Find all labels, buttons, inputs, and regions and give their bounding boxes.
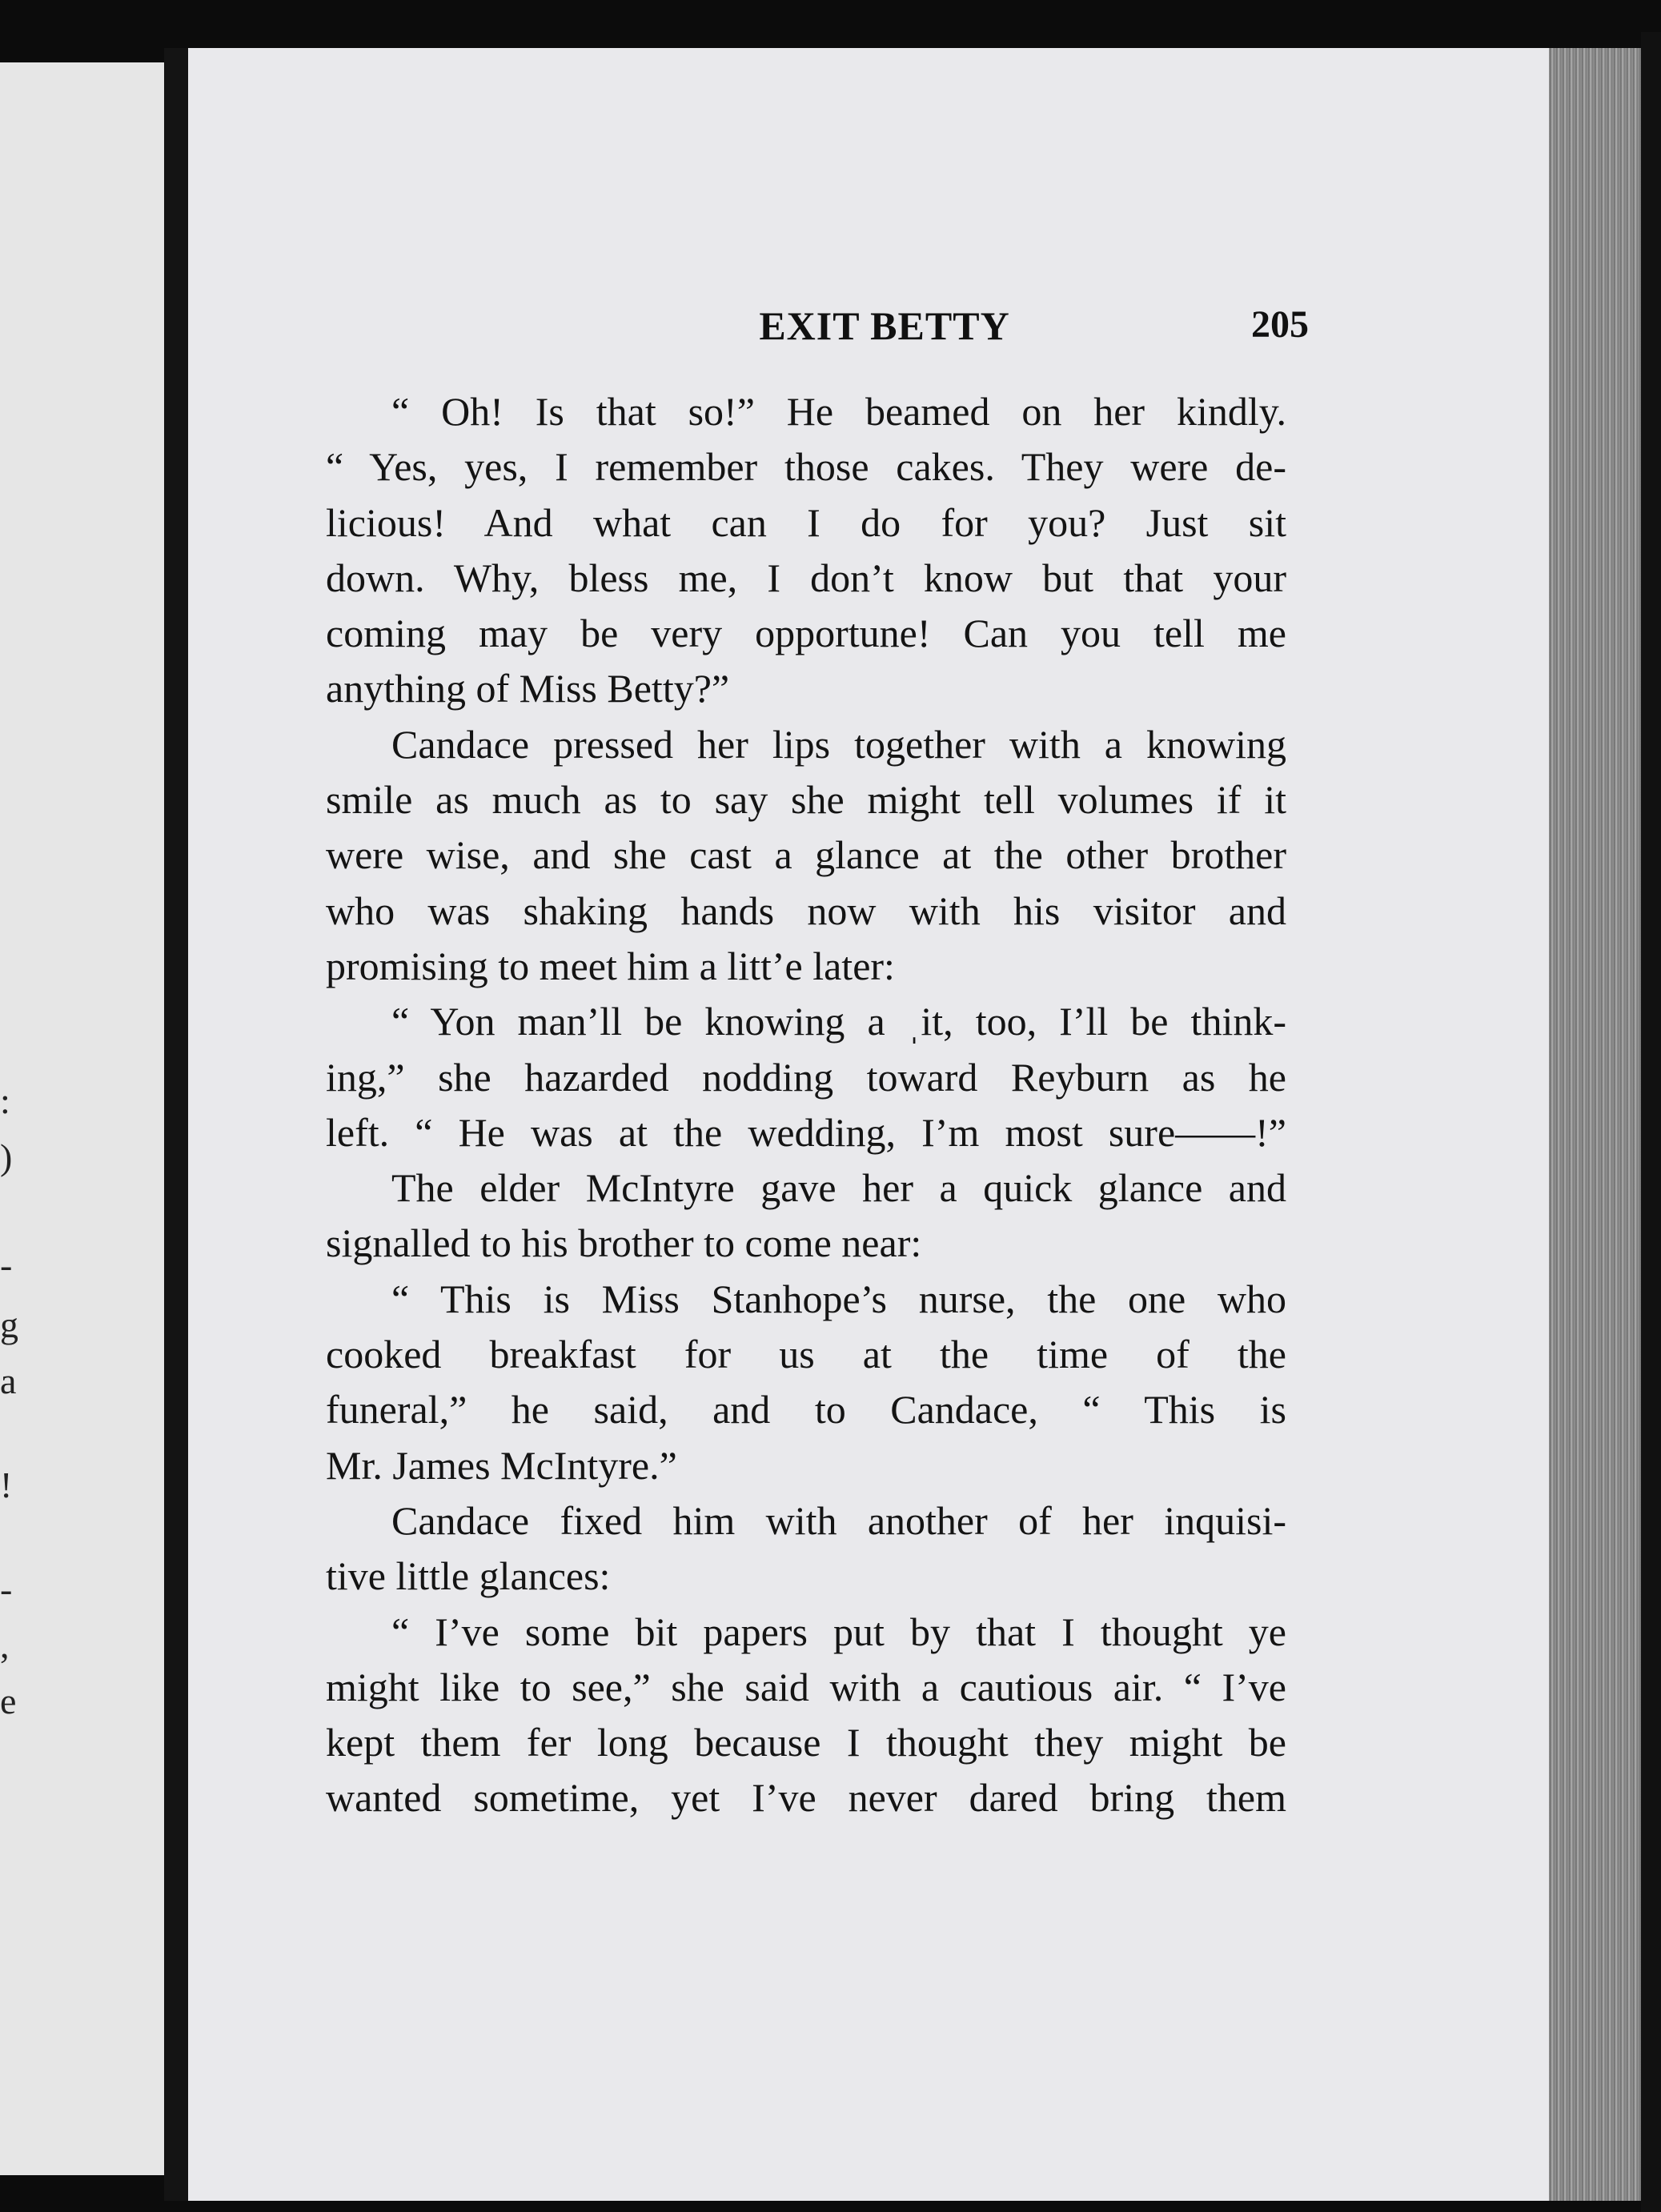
text-line: Mr. James McIntyre.” <box>326 1442 677 1488</box>
text-line: cooked breakfast for us at the time of the <box>326 1332 1286 1377</box>
text-line: were wise, and she cast a glance at the other brother <box>326 832 1286 878</box>
text-line: anything of Miss Betty?” <box>326 666 730 711</box>
running-header <box>188 303 1549 359</box>
text-line: “ Yon man’ll be knowing a ˌit, too, I’ll be think- <box>391 999 1286 1044</box>
left-page-fragment: g <box>0 1304 18 1345</box>
text-line: “ I’ve some bit papers put by that I thought ye <box>391 1609 1286 1654</box>
text-line: kept them fer long because I thought they might be <box>326 1720 1286 1765</box>
page-number: 205 <box>1251 303 1309 346</box>
left-page-fragment: e <box>0 1681 17 1721</box>
text-line: might like to see,” she said with a cautious air. “ I’ve <box>326 1664 1286 1709</box>
book-cover-edge <box>1641 32 1661 2212</box>
text-line: promising to meet him a litt’e later: <box>326 943 895 988</box>
book-page-edges <box>1549 48 1641 2201</box>
left-page-fragment: ) <box>0 1136 13 1177</box>
book-page <box>188 48 1549 2201</box>
text-line: “ Oh! Is that so!” He beamed on her kindly. <box>391 389 1286 434</box>
text-line: “ Yes, yes, I remember those cakes. They were de- <box>326 444 1286 490</box>
left-page-fragment: : <box>0 1080 10 1121</box>
text-line: Candace pressed her lips together with a knowing <box>391 721 1286 767</box>
text-line: signalled to his brother to come near: <box>326 1220 922 1266</box>
body-text <box>326 384 1286 1826</box>
text-line: licious! And what can I do for you? Just sit <box>326 499 1286 545</box>
text-line: “ This is Miss Stanhope’s nurse, the one who <box>391 1276 1286 1321</box>
text-line: who was shaking hands now with his visitor and <box>326 888 1286 933</box>
text-line: coming may be very opportune! Can you tell me <box>326 611 1286 656</box>
text-line: wanted sometime, yet I’ve never dared bring them <box>326 1775 1286 1821</box>
text-line: Candace fixed him with another of her inquisi- <box>391 1497 1286 1543</box>
text-line: left. “ He was at the wedding, I’m most sure——!” <box>326 1109 1286 1155</box>
left-page-fragment: - <box>0 1569 13 1609</box>
text-line: The elder McIntyre gave her a quick glance and <box>391 1165 1286 1211</box>
text-line: tive little glances: <box>326 1553 611 1599</box>
text-line: ing,” she hazarded nodding toward Reyburn as he <box>326 1054 1286 1100</box>
text-line: down. Why, bless me, I don’t know but that your <box>326 555 1286 600</box>
left-facing-page <box>0 62 164 2175</box>
page-gutter <box>164 48 188 2201</box>
running-title: EXIT BETTY <box>759 303 1010 348</box>
left-page-fragment: ! <box>0 1465 13 1505</box>
text-line: funeral,” he said, and to Candace, “ This is <box>326 1387 1286 1433</box>
text-line: smile as much as to say she might tell volumes if it <box>326 777 1286 823</box>
left-page-fragment: , <box>0 1625 10 1665</box>
left-page-fragment: - <box>0 1244 13 1285</box>
left-page-fragment: a <box>0 1360 17 1401</box>
